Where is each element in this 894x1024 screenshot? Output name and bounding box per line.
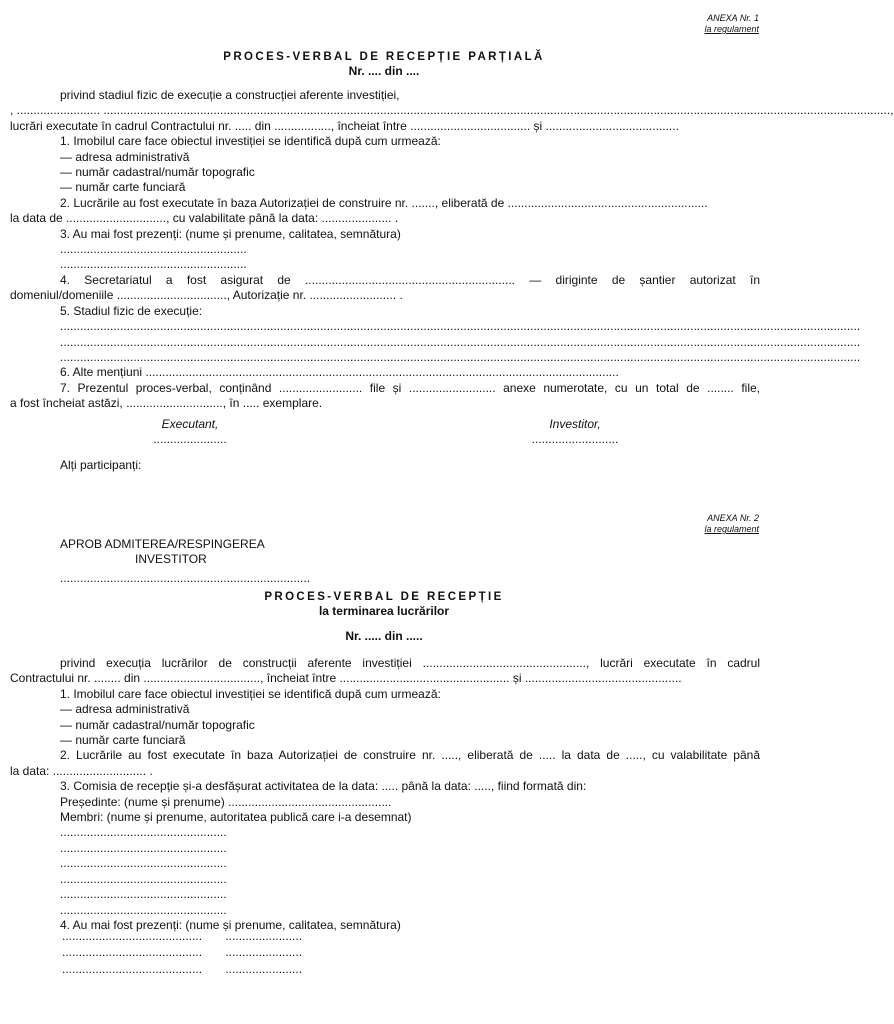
annex1-line: lucrări executate în cadrul Contractului nr. ..... din ................., încheiat între .................................... și ........................................ — [10, 118, 679, 133]
annex2-line: 2. Lucrările au fost executate în baza Autorizației de construire nr. ....., eliberată de ..... la data de ....., cu valabilitate până — [60, 748, 760, 763]
present-name-dots: .......................................... — [62, 929, 203, 943]
investitor-label: Investitor, — [549, 417, 601, 431]
present-signature-dots: ....................... — [225, 929, 303, 943]
annex1-body — [10, 88, 894, 412]
annex1-line: 2. Lucrările au fost executate în baza Autorizației de construire nr. ......., eliberată de ............................................................ — [60, 195, 708, 210]
annex1-line: domeniul/domeniile ................................., Autorizație nr. .......................... . — [10, 288, 403, 303]
annex1-line: , ......................... ............................................................................................................................................................................................................................................, — [10, 103, 894, 118]
annex2-line: privind execuția lucrărilor de construcții aferente investiției ................................................., lucrări executate în cadrul — [60, 656, 760, 670]
annex2-regulament-link: la regulament — [704, 524, 759, 534]
annex1-line: 7. Prezentul proces-verbal, conținând ......................... file și .......................... anexe numerotate, cu un total de ........ file, — [60, 380, 760, 395]
annex2-subtitle: la terminarea lucrărilor — [318, 604, 450, 618]
annex2-line: .................................................. — [60, 902, 227, 917]
present-name-dots: .......................................... — [62, 961, 203, 976]
annex1-line: 3. Au mai fost prezenți: (nume și prenume, calitatea, semnătura) — [60, 226, 401, 241]
annex2-line: 1. Imobilul care face obiectul investiției se identifică după cum urmează: — [60, 686, 441, 701]
annex1-title: PROCES-VERBAL DE RECEPȚIE PARȚIALĂ — [223, 51, 545, 63]
annex1-line: a fost încheiat astăzi, ............................., în ..... exemplare. — [10, 396, 323, 411]
annex2-line: .................................................. — [60, 856, 227, 871]
present-list — [62, 929, 302, 977]
annex2-line: — adresa administrativă — [60, 702, 190, 717]
annex1-line: — adresa administrativă — [60, 149, 190, 164]
annex2-line: Președinte: (nume și prenume) ................................................. — [60, 794, 392, 809]
annex2-line: 4. Au mai fost prezenți: (nume și prenume, calitatea, semnătura) — [60, 917, 401, 932]
annex2-line: .................................................. — [60, 825, 227, 840]
present-row — [62, 929, 302, 944]
annex1-line: 6. Alte mențiuni .............................................................................................................................................. — [60, 365, 619, 380]
annex1-line: ................................................................................................................................................................................................................................................ — [60, 334, 861, 349]
annex2-title: PROCES-VERBAL DE RECEPȚIE — [264, 591, 504, 603]
annex1-line: 1. Imobilul care face obiectul investiției se identifică după cum urmează: — [60, 134, 441, 149]
present-row — [62, 945, 302, 960]
annex1-nr: Nr. .... din .... — [348, 64, 420, 78]
annex2-number: ANEXA Nr. 2 — [707, 513, 759, 523]
annex1-line: — număr carte funciară — [60, 180, 186, 195]
annex2-line: la data: ............................ . — [10, 763, 153, 778]
annex2-line: — număr cadastral/număr topografic — [60, 717, 255, 732]
annex1-line: la data de .............................., cu valabilitate până la data: ..................... . — [10, 211, 399, 226]
annex1-regulament-link: la regulament — [704, 24, 759, 34]
annex2-line: 3. Comisia de recepție și-a desfășurat activitatea de la data: ..... până la data: ....., fiind formată din: — [60, 779, 587, 794]
annex2-body — [10, 656, 760, 933]
annex2-header — [704, 513, 759, 535]
present-row — [62, 962, 302, 977]
investitor-signature-dots: .......................... — [531, 432, 619, 446]
approval-line: APROB ADMITEREA/RESPINGEREA — [60, 537, 265, 551]
annex2-line: .................................................. — [60, 887, 227, 902]
annex1-header — [704, 13, 759, 35]
annex1-line: ................................................................................................................................................................................................................................................ — [60, 349, 861, 364]
annex2-nr: Nr. ..... din ..... — [345, 629, 423, 643]
annex1-line: ................................................................................................................................................................................................................................................ — [60, 319, 861, 334]
annex1-line: 5. Stadiul fizic de execuție: — [60, 303, 203, 318]
annex2-line: Contractului nr. ........ din ..................................., încheiat între ................................................... și ............................................... — [10, 671, 682, 686]
approval-block — [60, 537, 320, 586]
present-signature-dots: ....................... — [225, 961, 303, 976]
annex1-line: 4. Secretariatul a fost asigurat de ............................................................... — diriginte de șantier autorizat în — [60, 272, 760, 287]
present-signature-dots: ....................... — [225, 945, 303, 960]
approval-signature-dots: ........................................................................... — [60, 570, 311, 585]
present-name-dots: .......................................... — [62, 945, 203, 960]
participants-label: Alți participanți: — [60, 458, 142, 472]
approval-investor: INVESTITOR — [135, 552, 207, 567]
annex2-line: — număr carte funciară — [60, 733, 186, 748]
annex1-line: ........................................................ — [60, 242, 247, 257]
annex1-number: ANEXA Nr. 1 — [707, 13, 759, 23]
executant-label: Executant, — [161, 417, 219, 431]
annex2-line: .................................................. — [60, 840, 227, 855]
executant-signature-dots: ...................... — [153, 432, 227, 446]
annex1-line: privind stadiul fizic de execuție a construcției aferente investiției, — [60, 88, 400, 102]
annex2-line: Membri: (nume și prenume, autoritatea publică care i-a desemnat) — [60, 810, 412, 825]
annex2-line: .................................................. — [60, 871, 227, 886]
annex1-line: — număr cadastral/număr topografic — [60, 165, 255, 180]
annex1-line: ........................................................ — [60, 257, 247, 272]
